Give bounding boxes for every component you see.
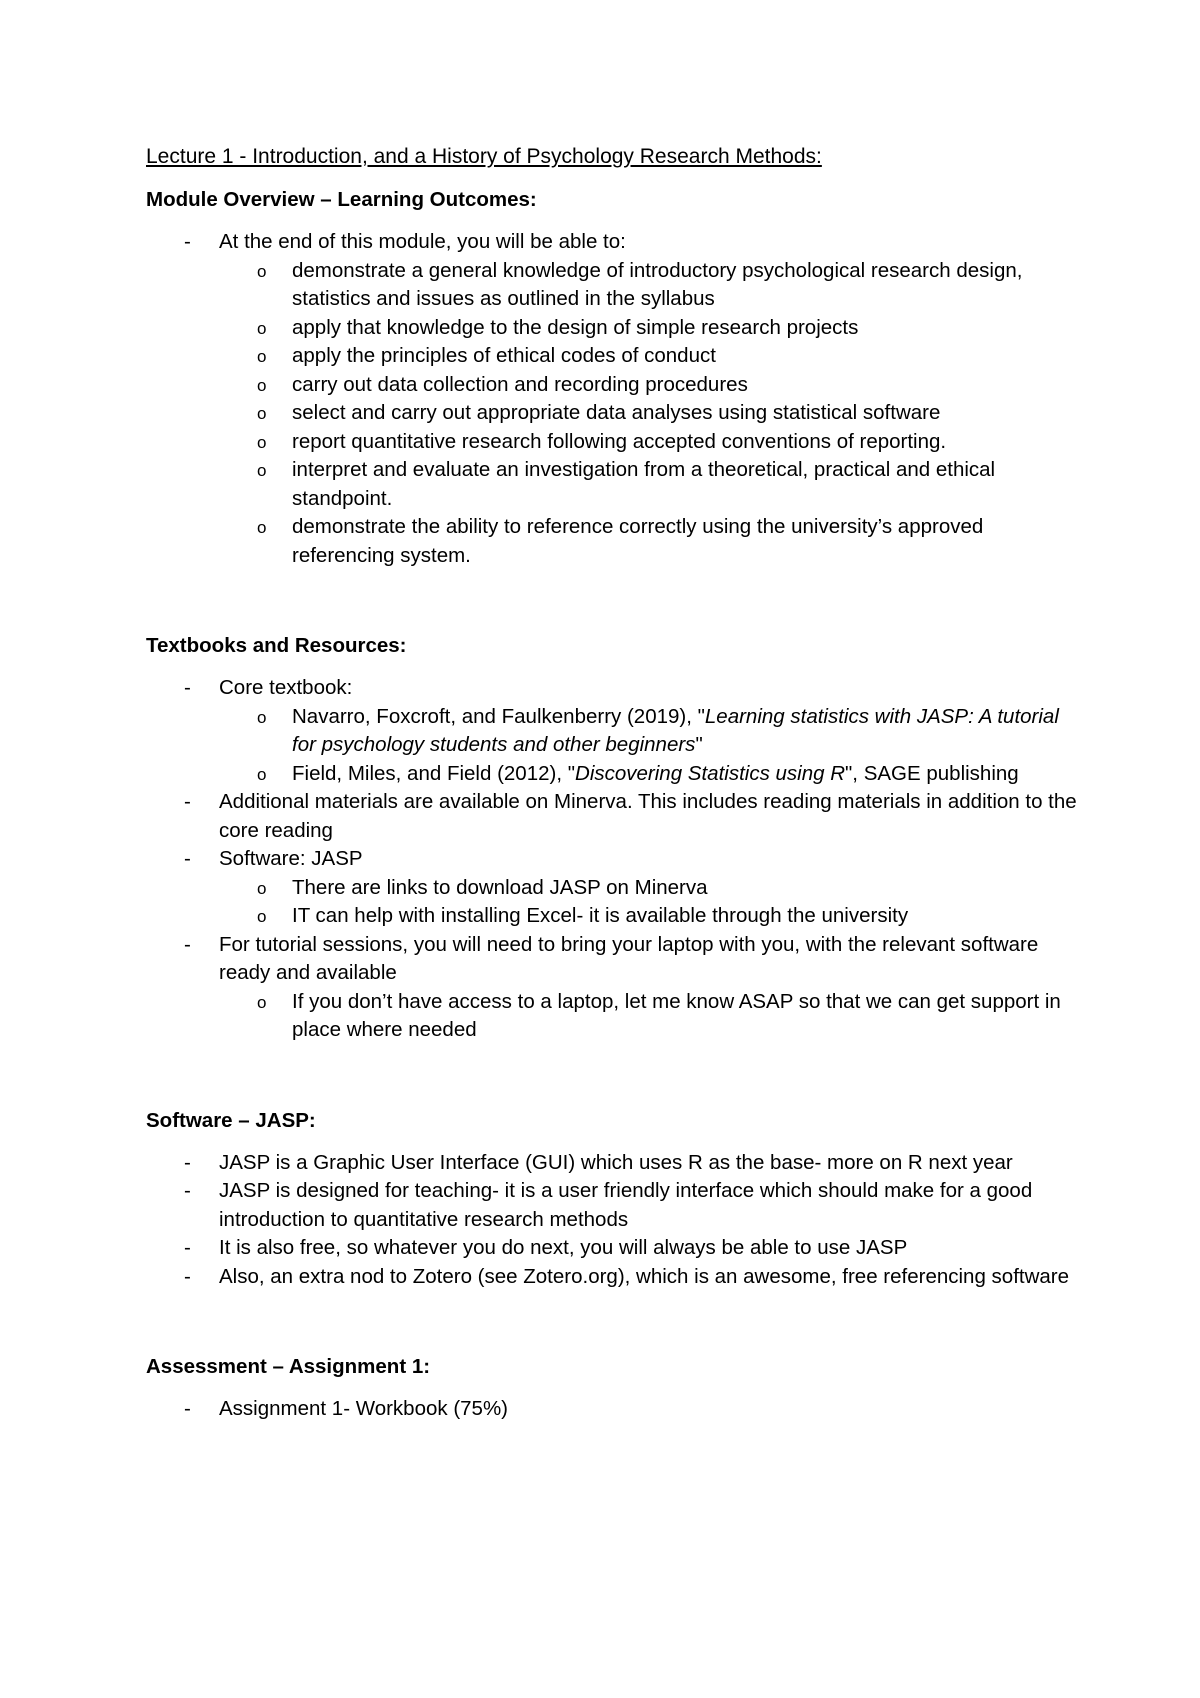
list-item (146, 931, 1086, 1045)
sub-list-item-text: interpret and evaluate an investigation from a theoretical, practical and ethical standpoint. (292, 458, 996, 510)
sub-list-item (219, 342, 1086, 371)
circle-bullet: o (257, 707, 267, 727)
citation-suffix: " (695, 733, 703, 756)
sub-list-item (219, 760, 1086, 789)
list-item (146, 228, 1086, 570)
list-item (146, 1234, 1086, 1263)
sub-list-item (219, 703, 1086, 760)
list-item-text: It is also free, so whatever you do next, you will always be able to use JASP (219, 1236, 908, 1259)
circle-bullet: o (257, 261, 267, 281)
dash-bullet: - (184, 1179, 191, 1202)
sub-list-item-text: report quantitative research following accepted conventions of reporting. (292, 429, 947, 453)
circle-bullet: o (257, 375, 267, 395)
dash-bullet: - (184, 1397, 191, 1420)
sub-list-item (219, 428, 1086, 457)
sub-list-item (219, 874, 1086, 903)
sub-list (219, 703, 1086, 789)
circle-bullet: o (257, 518, 267, 537)
sub-list-item (219, 314, 1086, 343)
book-title: Learning statistics with JASP: A tutorial for psychology students and other beginners (292, 704, 1059, 756)
dash-bullet: - (184, 932, 191, 956)
circle-bullet: o (257, 432, 267, 452)
sub-list-item (219, 513, 1086, 570)
list-item (146, 1177, 1086, 1234)
circle-bullet: o (257, 992, 267, 1012)
sub-list-item-text: demonstrate a general knowledge of introductory psychological research design, statistics and issues as outlined in the syllabus (292, 258, 1023, 310)
section-heading-learning-outcomes: Module Overview – Learning Outcomes: (146, 188, 537, 211)
circle-bullet: o (257, 404, 267, 423)
sub-list-item-text: There are links to download JASP on Minerva (292, 875, 708, 899)
list-item (146, 1263, 1086, 1292)
sub-list-item-text: select and carry out appropriate data analyses using statistical software (292, 401, 941, 424)
list-item (146, 674, 1086, 788)
list-item (146, 1395, 1086, 1424)
sub-list-item (219, 371, 1086, 400)
dash-bullet: - (184, 676, 191, 699)
circle-bullet: o (257, 907, 267, 926)
textbooks-list (146, 674, 1086, 1045)
list-item-text: Assignment 1- Workbook (75%) (219, 1397, 509, 1420)
list-item-text: At the end of this module, you will be able to: (219, 230, 626, 253)
sub-list (219, 988, 1086, 1045)
citation-prefix: Navarro, Foxcroft, and Faulkenberry (2019), " (292, 704, 705, 728)
dash-bullet: - (184, 1264, 191, 1288)
sub-list-item (219, 456, 1086, 513)
sub-list (219, 257, 1086, 571)
circle-bullet: o (257, 764, 267, 784)
book-title: Discovering Statistics using R (575, 761, 846, 785)
list-item-text: Also, an extra nod to Zotero (see Zotero.org), which is an awesome, free referencing software (219, 1264, 1070, 1288)
list-item-text: Software: JASP (219, 847, 363, 870)
sub-list-item (219, 902, 1086, 931)
sub-list-item-text: demonstrate the ability to reference correctly using the university’s approved referencing system. (292, 515, 984, 567)
dash-bullet: - (184, 847, 191, 870)
sub-list-item-text: apply the principles of ethical codes of conduct (292, 344, 716, 367)
dash-bullet: - (184, 1236, 191, 1259)
list-item (146, 1149, 1086, 1178)
section-heading-assessment: Assessment – Assignment 1: (146, 1355, 431, 1378)
sub-list-item-text: carry out data collection and recording procedures (292, 372, 748, 396)
document-body (146, 142, 1086, 1424)
section-heading-textbooks: Textbooks and Resources: (146, 634, 407, 657)
section-heading-software: Software – JASP: (146, 1108, 316, 1132)
learning-outcomes-list (146, 228, 1086, 570)
list-item-text: Additional materials are available on Minerva. This includes reading materials in addition to the core reading (219, 790, 1077, 842)
circle-bullet: o (257, 318, 267, 338)
page-title: Lecture 1 - Introduction, and a History of Psychology Research Methods: (146, 145, 822, 168)
sub-list-item-text: IT can help with installing Excel- it is available through the university (292, 904, 909, 927)
sub-list-item (219, 399, 1086, 428)
citation-suffix: ", SAGE publishing (845, 761, 1019, 785)
software-list (146, 1149, 1086, 1292)
dash-bullet: - (184, 1150, 191, 1174)
list-item (146, 788, 1086, 845)
sub-list-item-text: If you don’t have access to a laptop, let me know ASAP so that we can get support in place where needed (292, 989, 1061, 1041)
dash-bullet: - (184, 790, 191, 813)
circle-bullet: o (257, 347, 267, 366)
sub-list-item (219, 257, 1086, 314)
list-item-text: JASP is designed for teaching- it is a user friendly interface which should make for a good introduction to quantitative research methods (219, 1179, 1033, 1231)
circle-bullet: o (257, 878, 267, 898)
sub-list-item (219, 988, 1086, 1045)
list-item-text: For tutorial sessions, you will need to bring your laptop with you, with the relevant software ready and available (219, 932, 1039, 984)
dash-bullet: - (184, 230, 191, 253)
citation-prefix: Field, Miles, and Field (2012), " (292, 761, 576, 785)
list-item-text: JASP is a Graphic User Interface (GUI) which uses R as the base- more on R next year (219, 1150, 1013, 1174)
assessment-list (146, 1395, 1086, 1424)
list-item (146, 845, 1086, 931)
sub-list (219, 874, 1086, 931)
list-item-text: Core textbook: (219, 676, 353, 699)
sub-list-item-text: apply that knowledge to the design of simple research projects (292, 315, 859, 339)
circle-bullet: o (257, 461, 267, 480)
